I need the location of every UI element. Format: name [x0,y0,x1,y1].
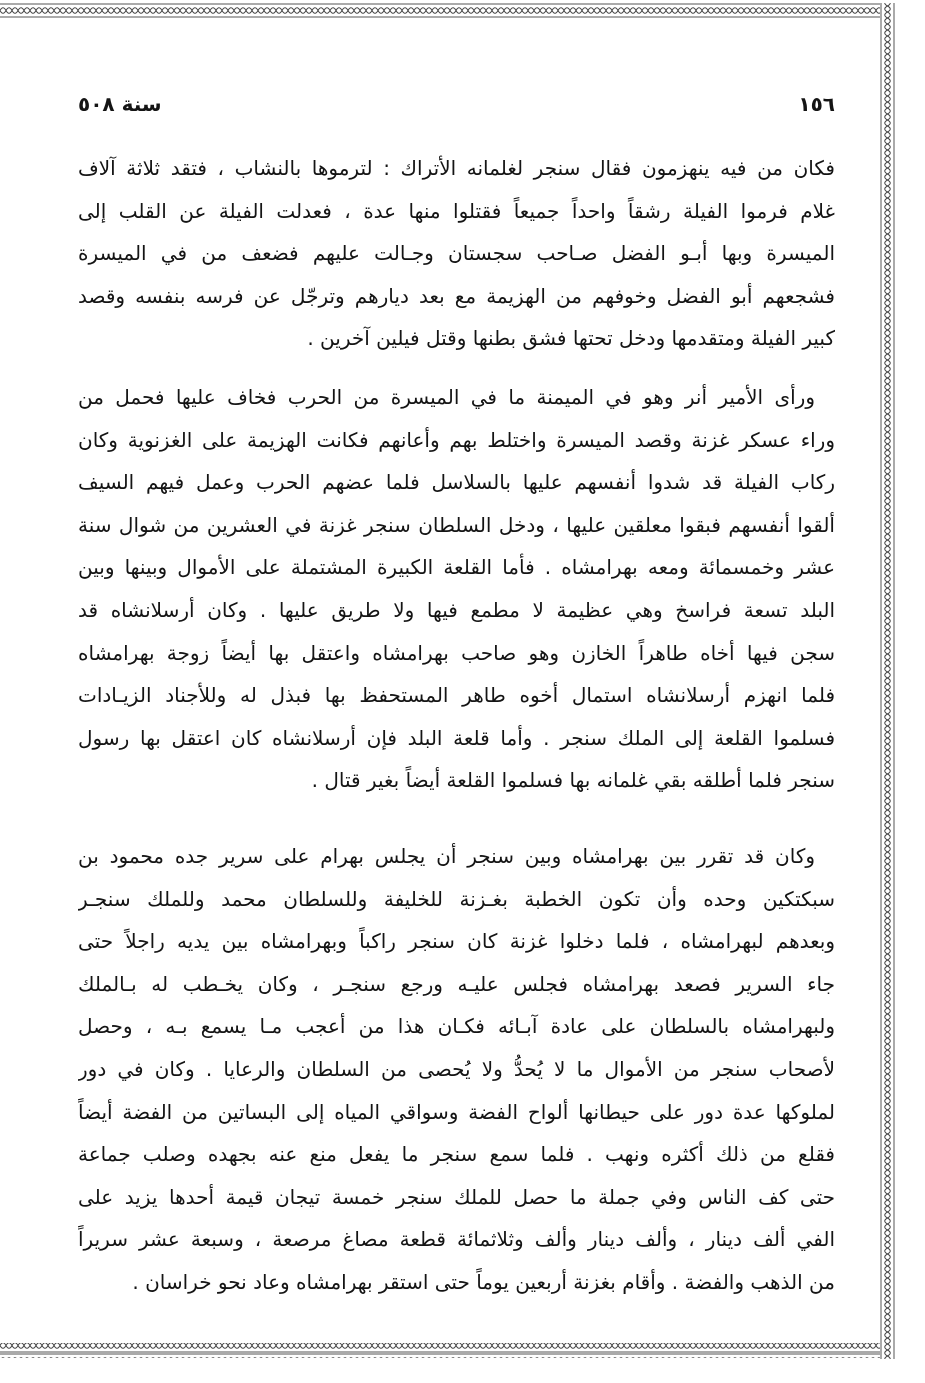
text-line: وبعدهم لبهرامشاه ، فلما دخلوا غزنة كان سنجر راكباً وبهرامشاه بين يديه راجلاً حتى [78,929,835,954]
border-right [880,3,895,1359]
text-line: لأصحاب سنجر من الأموال ما لا يُحدُّ ولا يُحصى من السلطان والرعايا . وكان في دور [78,1056,835,1081]
text-line: ركاب الفيلة قد شدوا أنفسهم عليها بالسلاسل فلما عضهم الحرب وعمل فيهم السيف [78,470,835,495]
border-bottom [0,1343,880,1358]
text-line: كبير الفيلة ومتقدمها ودخل تحتها فشق بطنها وقتل فيلين آخرين . [307,326,835,351]
text-line: وراء عسكر غزنة وقصد الميسرة واختلط بهم وأعانهم فكانت الهزيمة على الغزنوية وكان [78,427,835,452]
text-line: ولبهرامشاه بالسلطان على عادة آبـائه فكـان هذا من أعجب مـا يسمع بـه ، وحصل [78,1014,835,1039]
text-line: الميسرة وبها أبـو الفضل صـاحب سجستان وجـالت عليهم فضعف من في الميسرة [78,241,835,266]
paragraph [78,147,835,360]
text-line: سبكتكين وحده وأن تكون الخطبة بغـزنة للخليفة وللسلطان محمد وللملك سنجـر [78,886,835,911]
text-line: وكان قد تقرر بين بهرامشاه وبين سنجر أن يجلس بهرام على سرير جده محمود بن [78,844,815,868]
page-number: ١٥٦ [798,92,835,116]
text-line: عشر وخمسمائة ومعه بهرامشاه . فأما القلعة الكبيرة المشتملة على الأموال وبينها وبين [78,555,835,580]
text-line: سجن فيها أخاه طاهراً الخازن وهو صاحب بهرامشاه واعتقل بها أيضاً زوجة بهرامشاه [78,640,835,665]
text-line: غلام فرموا الفيلة رشقاً واحداً جميعاً فقتلوا منها عدة ، فعدلت الفيلة عن القلب إلى [78,198,835,223]
text-line: جاء السرير فصعد بهرامشاه فجلس عليـه ورجع سنجـر ، وكان يخـطب له بـالملك [78,971,835,996]
text-line: سنجر فلما أطلقه بقي غلمانه بها فسلموا القلعة أيضاً بغير قتال . [311,768,835,793]
page-header [78,88,835,120]
running-head-year: سنة ٥٠٨ [78,92,162,116]
text-line: فقلع من ذلك أكثره ونهب . فلما سمع سنجر ما يفعل منع عنه بجهده وصلب جماعة [78,1142,835,1167]
text-line: ورأى الأمير أنر وهو في الميمنة ما في الميسرة من الحرب فخاف عليها فحمل من [78,385,815,409]
text-line: من الذهب والفضة . وأقام بغزنة أربعين يوماً حتى استقر بهرامشاه وعاد نحو خراسان . [132,1269,835,1294]
text-line: فلما انهزم أرسلانشاه استمال أخوه طاهر المستحفظ بها فبذل له وللأجناد الزيـادات [78,683,835,708]
text-line: فكان من فيه ينهزمون فقال سنجر لغلمانه الأتراك : لترموها بالنشاب ، فتقد ثلاثة آلاف [78,156,835,180]
text-line: فسلموا القلعة إلى الملك سنجر . وأما قلعة البلد فإن أرسلانشاه كان اعتقل بها رسول [78,725,835,750]
border-top [0,3,880,18]
text-line: ألقوا أنفسهم فبقوا معلقين عليها ، ودخل السلطان سنجر غزنة في العشرين من شوال سنة [78,512,835,537]
paragraph [78,835,835,1304]
text-line: لملوكها عدة دور على حيطانها ألواح الفضة وسواقي المياه إلى البساتين من الفضة أيضاً [78,1099,835,1124]
text-line: البلد تسعة فراسخ وهي عظيمة لا مطمع فيها ولا طريق عليها . وكان أرسلانشاه قد [78,597,835,622]
paragraph [78,376,835,802]
text-line: حتى كف الناس وفي جملة ما حصل للملك سنجر خمسة تيجان قيمة أحدها يزيد على [78,1184,835,1209]
text-line: الفي ألف دينار ، وألف دينار وألف وثلاثمائة قطعة مصاغ مرصعة ، وسبعة عشر سريراً [78,1227,835,1252]
text-line: فشجعهم أبو الفضل وخوفهم من الهزيمة مع بعد ديارهم وترجّل عن فرسه بنفسه وقصد [78,283,835,308]
